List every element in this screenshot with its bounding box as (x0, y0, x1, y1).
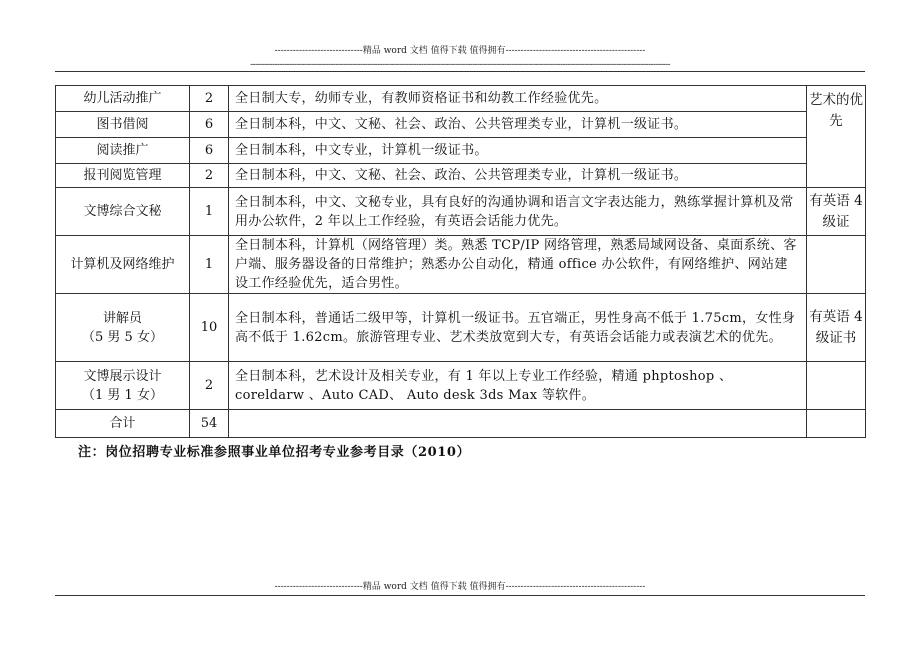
requirement-cell: 全日制本科，中文、文秘、社会、政治、公共管理类专业，计算机一级证书。 (229, 112, 807, 138)
requirement-cell: 全日制本科，中文专业，计算机一级证书。 (229, 138, 807, 164)
table-row (56, 236, 866, 294)
position-subtitle: （1 男 1 女） (82, 387, 163, 403)
table-row (56, 362, 866, 410)
table-row (56, 138, 866, 164)
count-cell: 2 (190, 86, 229, 112)
total-count-cell: 54 (190, 410, 229, 438)
requirement-cell: 全日制本科，中文、文秘、社会、政治、公共管理类专业，计算机一级证书。 (229, 164, 807, 188)
requirement-cell: 全日制本科，计算机（网络管理）类。熟悉 TCP/IP 网络管理，熟悉局域网设备、桌面系统、客户端、服务器设备的日常维护；熟悉办公自动化，精通 office 办公软件，有网络维护、网站建设工作经验优先，适合男性。 (229, 236, 807, 294)
table-row (56, 294, 866, 362)
position-cell: 报刊阅览管理 (56, 164, 190, 188)
note-cell-art: 艺术的优先 (807, 86, 866, 188)
requirement-cell (229, 410, 807, 438)
count-cell: 1 (190, 236, 229, 294)
position-cell: 计算机及网络维护 (56, 236, 190, 294)
requirement-cell: 全日制大专，幼师专业，有教师资格证书和幼教工作经验优先。 (229, 86, 807, 112)
table-row (56, 188, 866, 236)
requirement-cell: 全日制本科，中文、文秘专业，具有良好的沟通协调和语言文字表达能力，熟练掌握计算机及常用办公软件，2 年以上工作经验，有英语会话能力优先。 (229, 188, 807, 236)
position-title: 文博展示设计 (83, 368, 162, 384)
footer-rule (55, 595, 865, 596)
page-footer: -----------------------------精品 word 文档 值得下载 值得拥有---------------------------------------------- (274, 582, 646, 592)
position-subtitle: （5 男 5 女） (82, 329, 163, 345)
note-cell-english: 有英语 4 级证 (807, 188, 866, 236)
count-cell: 6 (190, 138, 229, 164)
page-header-dashes: ---------------------------------------------------------------------------------------------------------------------------------------------------------------------------- (250, 60, 670, 70)
position-cell: 图书借阅 (56, 112, 190, 138)
count-cell: 1 (190, 188, 229, 236)
header-rule (55, 71, 865, 72)
table-row (56, 112, 866, 138)
page-header: -----------------------------精品 word 文档 值得下载 值得拥有---------------------------------------------- (274, 46, 646, 56)
table-row (56, 86, 866, 112)
position-cell (56, 362, 190, 410)
count-cell: 2 (190, 164, 229, 188)
position-cell: 文博综合文秘 (56, 188, 190, 236)
table-row-total (56, 410, 866, 438)
count-cell: 10 (190, 294, 229, 362)
total-label-cell: 合计 (56, 410, 190, 438)
position-cell (56, 294, 190, 362)
note-cell-english: 有英语 4 级证书 (807, 294, 866, 362)
footnote: 注：岗位招聘专业标准参照事业单位招考专业参考目录（2010） (78, 445, 471, 460)
note-cell-empty (807, 410, 866, 438)
count-cell: 6 (190, 112, 229, 138)
count-cell: 2 (190, 362, 229, 410)
note-cell-empty (807, 362, 866, 410)
requirement-cell: 全日制本科，艺术设计及相关专业，有 1 年以上专业工作经验，精通 phptoshop 、coreldarw 、Auto CAD、 Auto desk 3ds Max 等软件。 (229, 362, 807, 410)
requirement-cell: 全日制本科，普通话二级甲等，计算机一级证书。五官端正，男性身高不低于 1.75cm，女性身高不低于 1.62cm。旅游管理专业、艺术类放宽到大专，有英语会话能力或表演艺术的优先。 (229, 294, 807, 362)
table-row (56, 164, 866, 188)
position-cell: 幼儿活动推广 (56, 86, 190, 112)
note-cell-empty (807, 236, 866, 294)
position-title: 讲解员 (102, 310, 142, 326)
recruitment-table (55, 85, 866, 438)
position-cell: 阅读推广 (56, 138, 190, 164)
